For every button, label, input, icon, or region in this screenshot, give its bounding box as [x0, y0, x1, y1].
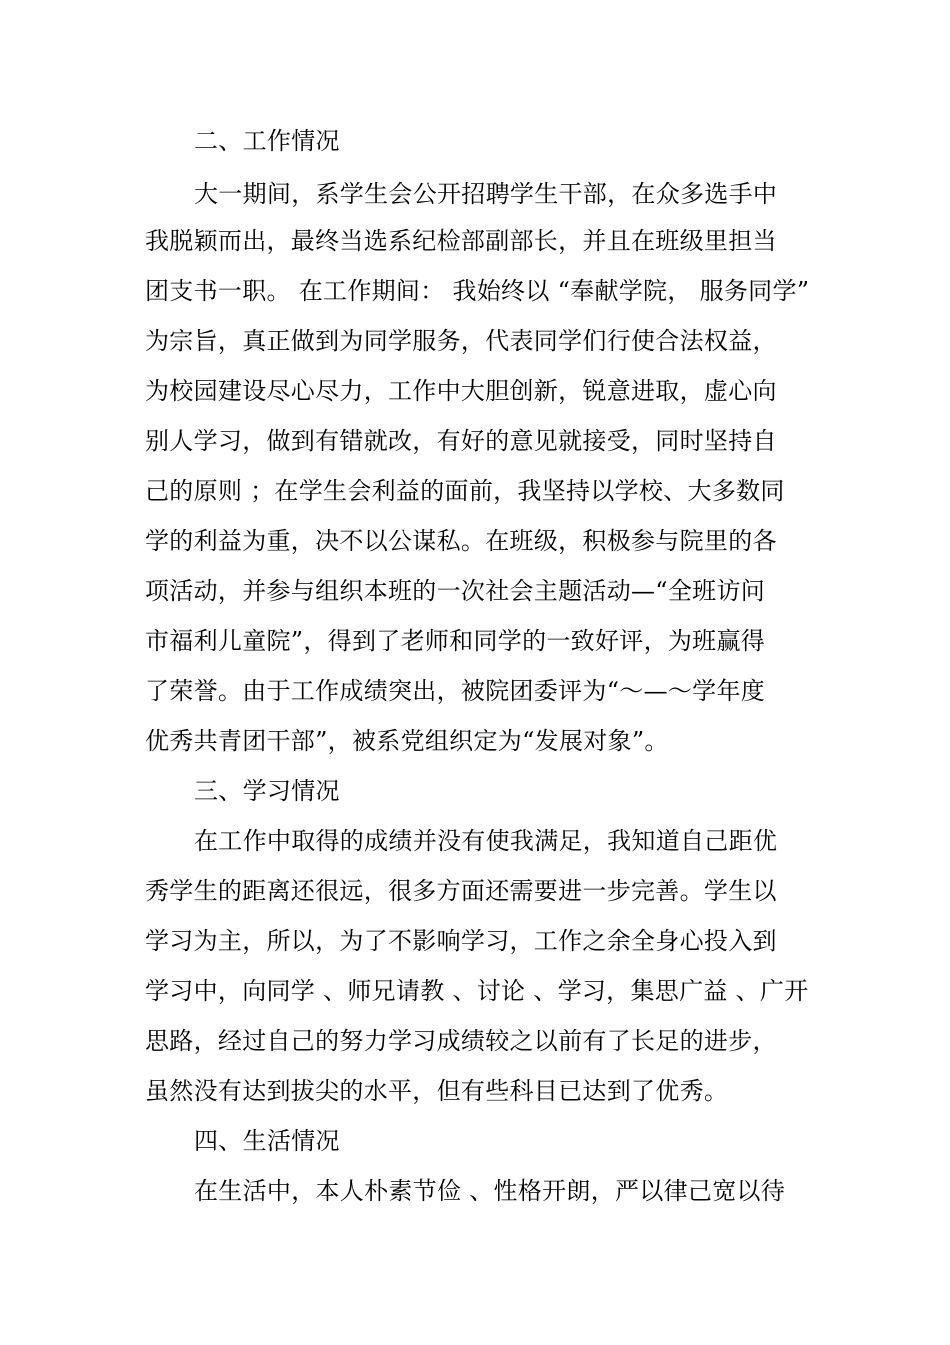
paragraph-line: 项活动，并参与组织本班的一次社会主题活动—“全班访问 — [145, 577, 766, 605]
paragraph-line: 我脱颖而出，最终当选系纪检部副部长，并且在班级里担当 — [145, 227, 777, 255]
paragraph-line: 团支书一职。 在工作期间： 我始终以 “奉献学院， 服务同学” — [145, 277, 810, 305]
paragraph-line: 为校园建设尽心尽力，工作中大胆创新，锐意进取，虚心向 — [145, 377, 777, 405]
paragraph-line: 在生活中，本人朴素节俭 、性格开朗，严以律己宽以待 — [194, 1177, 786, 1205]
paragraph-line: 己的原则 ；在学生会利益的面前，我坚持以学校、大多数同 — [145, 477, 785, 505]
paragraph-line: 思路，经过自己的努力学习成绩较之以前有了长足的进步， — [145, 1027, 777, 1055]
paragraph-line: 了荣誉。由于工作成绩突出，被院团委评为“～—～学年度 — [145, 677, 766, 705]
section-heading-life: 四、生活情况 — [194, 1127, 340, 1155]
paragraph-line: 优秀共青团干部”，被系党组织定为“发展对象”。 — [145, 727, 669, 755]
section-heading-work: 二、工作情况 — [194, 127, 340, 155]
section-heading-study: 三、学习情况 — [194, 777, 340, 805]
paragraph-line: 学习为主，所以，为了不影响学习，工作之余全身心投入到 — [145, 927, 777, 955]
paragraph-line: 在工作中取得的成绩并没有使我满足，我知道自己距优 — [194, 827, 778, 855]
paragraph-line: 学的利益为重，决不以公谋私。在班级，积极参与院里的各 — [145, 527, 777, 555]
paragraph-line: 大一期间，系学生会公开招聘学生干部，在众多选手中 — [194, 180, 778, 208]
paragraph-line: 别人学习，做到有错就改，有好的意见就接受，同时坚持自 — [145, 427, 777, 455]
paragraph-line: 虽然没有达到拔尖的水平，但有些科目已达到了优秀。 — [145, 1077, 729, 1105]
paragraph-line: 为宗旨，真正做到为同学服务，代表同学们行使合法权益， — [145, 327, 777, 355]
paragraph-line: 学习中，向同学 、师兄请教 、讨论 、学习，集思广益 、广开 — [145, 977, 809, 1005]
paragraph-line: 秀学生的距离还很远，很多方面还需要进一步完善。学生以 — [145, 877, 777, 905]
paragraph-line: 市福利儿童院”，得到了老师和同学的一致好评，为班赢得 — [145, 627, 766, 655]
